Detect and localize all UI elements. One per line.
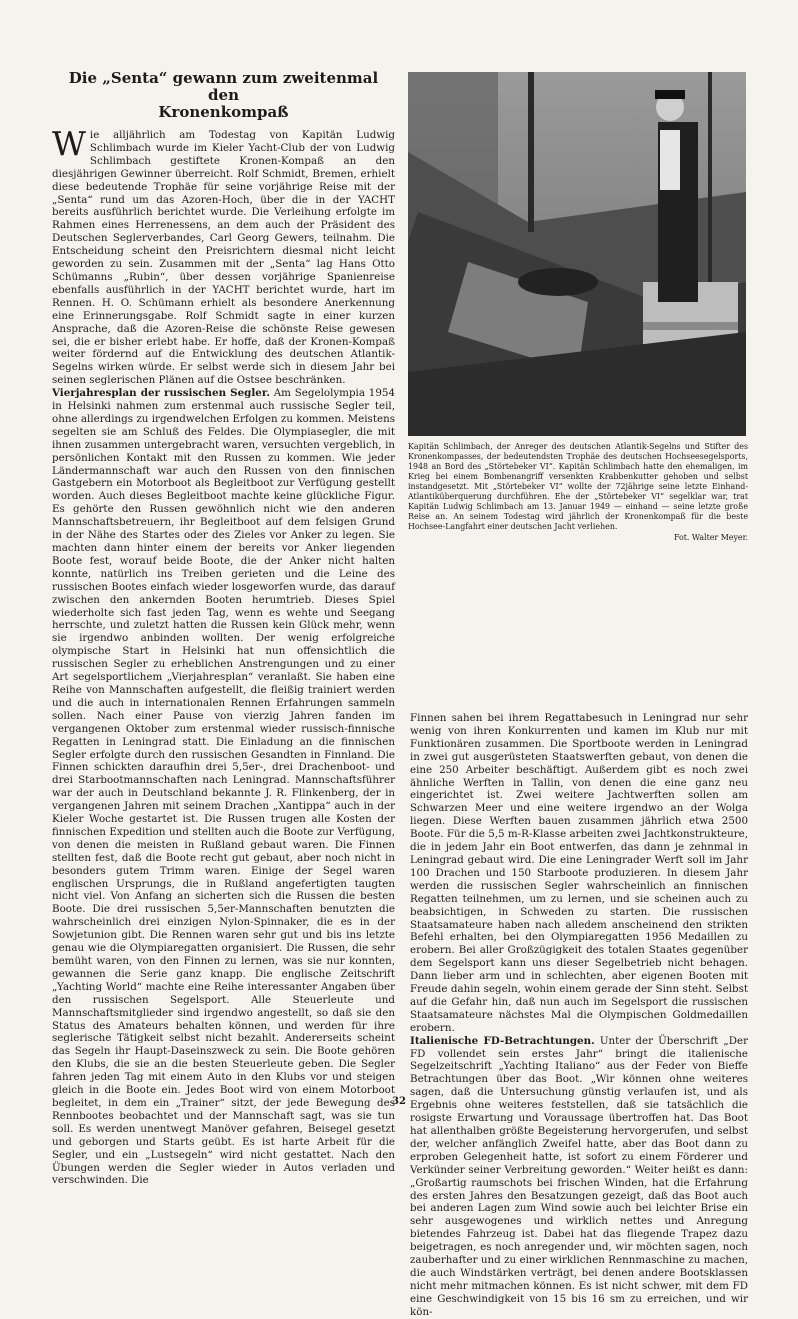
section2-text: Unter der Überschrift „Der FD vollendet sein erstes Jahr“ bringt die italienische Segelzeitschrift „Yachting Italiano“ aus der Feder von Bieffe Betrachtungen über das Boot. „Wir können ohne weiteres sagen, daß die Untersuchung günstig verlaufen ist, und als Ergebnis ohne weiteres feststellen, daß sie tatsächlich die rosigste Erwartung und Voraussage übertroffen hat. Das Boot hat allenthalben größte Begeisterung hervorgerufen, und selbst der, welcher anfänglich Zweifel hatte, aber das Boot dann zu erproben Gelegenheit hatte, ist sofort zu einem Förderer und Verkünder seiner Verbreitung geworden.“ Weiter heißt es dann: „Großartig raumschots bei frischen Winden, hat die Erfahrung des ersten Jahres den Besatzungen gezeigt, daß das Boot auch bei anderen Lagen zum Wind sowie auch bei leichter Brise ein sehr ausgewogenes und wirklich nettes und Anregung bietendes Fahrzeug ist. Dabei hat das fliegende Trapez dazu beigetragen, es noch anregender und, wir möchten sagen, noch zauberhafter und zu einer wirklichen Rennmaschine zu machen, die auch Windstärken verträgt, bei denen andere Bootsklassen nicht mehr mitmachen können. Es ist nicht schwer, mit dem FD eine Geschwindigkeit von 15 bis 16 sm zu erreichen, und wir kön-: [410, 1034, 748, 1318]
section2-heading: Italienische FD-Betrachtungen.: [410, 1034, 595, 1047]
title-line-1: Die „Senta“ gewann zum zweitenmal den: [68, 69, 379, 104]
section2-paragraph: [410, 1035, 748, 1319]
left-column: [52, 70, 395, 1187]
section1-continued: [410, 712, 748, 1035]
caption-text: Kapitän Schlimbach, der Anreger des deutschen Atlantik-Segelns und Stifter des Kronenkompasses, der bedeutendsten Trophäe des deutschen Hochseesegelsports, 1948 an Bord des „Störtebeker VI“. Kapitän Schlimbach hatte den ehemaligen, im Krieg bei einem Bombenangriff versenkten Krabbenkutter gehoben und selbst instandgesetzt. Mit „Störtebeker VI“ wollte der 72jährige seine letzte Einhand-Atlantiküberquerung durchführen. Ehe der „Störtebeker VI“ segelklar war, trat Kapitän Ludwig Schlimbach am 13. Januar 1949 — einhand — seine letzte große Reise an. An seinem Todestag wird jährlich der Kronenkompaß für die beste Hochsee-Langfahrt einer deutschen Jacht verliehen.: [408, 442, 748, 531]
photo-caption: [408, 442, 748, 543]
intro-text: ie alljährlich am Todestag von Kapitän Ludwig Schlimbach wurde im Kieler Yacht-Club der von Ludwig Schlimbach gestiftete Kronen-Kompaß an den diesjährigen Gewinner überreicht. Rolf Schmidt, Bremen, erhielt diese bedeutende Trophäe für seine vorjährige Reise mit der „Senta“ rund um das Azoren-Hoch, über die in der YACHT bereits ausführlich berichtet wurde. Die Verleihung erfolgte im Rahmen eines Herrenessens, an dem auch der Präsident des Deutschen Seglerverbandes, Carl Georg Gewers, teilnahm. Die Entscheidung scheint den Preisrichtern diesmal nicht leicht geworden zu sein. Zusammen mit der „Senta“ lag Hans Otto Schümanns „Rubin“, über dessen vorjährige Spanienreise ebenfalls ausführlich in der YACHT berichtet wurde, hart im Rennen. H. O. Schümann erhielt als besondere Anerkennung eine Erinnerungsgabe. Rolf Schmidt sagte in einer kurzen Ansprache, daß die Azoren-Reise die schönste Reise gewesen sei, die er bisher erlebt habe. Er hoffe, daß der Kronen-Kompaß weiter fördernd auf die Entwicklung des deutschen Atlantik-Segelns wirken würde. Er selbst werde sich in diesem Jahr bei seinen seglerischen Plänen auf die Ostsee beschränken.: [52, 129, 395, 387]
photo-captain-schlimbach: [408, 72, 746, 436]
section1-heading: Vierjahresplan der russischen Segler.: [52, 387, 270, 400]
drop-cap: W: [52, 124, 86, 163]
article-title: [52, 70, 395, 121]
right-column: [410, 712, 748, 1319]
photo-credit: Fot. Walter Meyer.: [673, 533, 748, 542]
section1-text-right: Finnen sahen bei ihrem Regattabesuch in Leningrad nur sehr wenig von ihren Konkurrenten und kamen im Klub nur mit Funktionären zusammen. Die Sportboote werden in Leningrad in zwei gut ausgerüsteten Staatswerften gebaut, von denen die eine 250 Arbeiter beschäftigt. Außerdem gibt es noch zwei ähnliche Werften in Tallin, von denen die eine ganz neu eingerichtet ist. Zwei weitere Jachtwerften sollen am Schwarzen Meer und eine weitere irgendwo an der Wolga liegen. Diese Werften bauen zusammen jährlich etwa 2500 Boote. Für die 5,5 m-R-Klasse arbeiten zwei Jachtkonstrukteure, die in jedem Jahr ein Boot entwerfen, das dann je zehnmal in Leningrad gebaut wird. Die eine Leningrader Werft soll im Jahr 100 Drachen und 150 Starboote produzieren. In diesem Jahr werden die russischen Segler wahrscheinlich an finnischen Regatten teilnehmen, um zu lernen, und sie scheinen auch zu beabsichtigen, in Schweden zu starten. Die russischen Staatsamateure haben nach alledem anscheinend den strikten Befehl erhalten, bei den Olympiaregatten 1956 Medaillen zu erobern. Bei aller Großzügigkeit des totalen Staates gegenüber dem Segelsport kann uns dieser Segelbetrieb nicht behagen. Dann lieber arm und in schlechten, aber eigenen Booten mit Freude dahin segeln, wohin einem gerade der Sinn steht. Selbst auf die Gefahr hin, daß nun auch im Segelsport die russischen Staatsamateure nächstes Mal die Olympischen Goldmedaillen erobern.: [410, 712, 748, 1034]
section1-text-left: Am Segelolympia 1954 in Helsinki nahmen zum erstenmal auch russische Segler teil, ohne allerdings zu irgendwelchen Erfolgen zu kommen. Meistens segelten sie am Schluß des Feldes. Die Olympiasegler, die mit ihnen zusammen untergebracht waren, versuchten vergeblich, in persönlichen Kontakt mit den Russen zu kommen. Wie jeder Ländermannschaft war auch den Russen von den finnischen Gastgebern ein Motorboot als Begleitboot zur Verfügung gestellt worden. Auch dieses Begleitboot machte keine glückliche Figur. Es gehörte den Russen gewöhnlich nicht wie den anderen Mannschaftsbetreuern, ihr Begleitboot auf dem felsigen Grund in der Nähe des Startes oder des Zieles vor Anker zu legen. Sie machten dann hinter einem der bereits vor Anker liegenden Boote fest, worauf beide Boote, die der Anker nicht halten konnte, natürlich ins Treiben gerieten und die Leine des russischen Bootes einfach wieder losgeworfen wurde, das darauf zwischen den ankernden Booten herumtrieb. Dieses Spiel wiederholte sich fast jeden Tag, wenn es wehte und Seegang herrschte, und zuletzt hatten die Russen kein Glück mehr, wenn sie irgendwo anbinden wollten. Der wenig erfolgreiche olympische Start in Helsinki hat nun offensichtlich die russischen Segler zu erheblichen Anstrengungen und zu einer Art segelsportlichem „Vierjahresplan“ veranlaßt. Sie haben eine Reihe von Mannschaften aufgestellt, die fleißig trainiert werden und die auch in internationalen Rennen Erfahrungen sammeln sollen. Nach einer Pause von vierzig Jahren fanden im vergangenen Oktober zum erstenmal wieder russisch-finnische Regatten in Leningrad statt. Die Einladung an die finnischen Segler erfolgte durch den russischen Gesandten in Finnland. Die Finnen schickten daraufhin drei 5,5er-, drei Drachenboot- und drei Starbootmannschaften nach Leningrad. Mannschaftsführer war der auch in Deutschland bekannte J. R. Flinkenberg, der in vergangenen Jahren mit seinem Drachen „Xantippa“ auch in der Kieler Woche gestartet ist. Die Russen trugen alle Kosten der finnischen Expedition und stellten auch die Boote zur Verfügung, von denen die meisten in Rußland gebaut waren. Die Finnen stellten fest, daß die Boote recht gut gebaut, aber noch nicht in besonders gutem Trimm waren. Einige der Segel waren englischen Ursprungs, die in Rußland angefertigten taugten nicht viel. Von Anfang an sicherten sich die Russen die besten Boote. Die drei russischen 5,5er-Mannschaften benutzten die wahrscheinlich drei einzigen Nylon-Spinnaker, die es in der Sowjetunion gibt. Die Rennen waren sehr gut und bis ins letzte genau wie die Olympiaregatten organisiert. Die Russen, die sehr bemüht waren, von den Finnen zu lernen, was sie nur konnten, gewannen die Serie ganz knapp. Die englische Zeitschrift „Yachting World“ machte eine Reihe interessanter Angaben über den russischen Segelsport. Alle Steuerleute und Mannschaftsmitglieder sind irgendwo angestellt, so daß sie den Status des Amateurs behalten können, und werden für ihre seglerische Tätigkeit selbst nicht bezahlt. Andererseits scheint das Segeln ihr Haupt-Daseinszweck zu sein. Die Boote gehören den Klubs, die sie an die besten Steuerleute geben. Die Segler fahren jeden Tag mit einem Auto in den Klubs vor und steigen gleich in die Boote ein. Jedes Boot wird von einem Motorboot begleitet, in dem ein „Trainer“ sitzt, der jede Bewegung des Rennbootes beobachtet und der Mannschaft sagt, was sie tun soll. Es werden unentwegt Manöver gefahren, Beisegel gesetzt und geborgen und Starts geübt. Es ist harte Arbeit für die Segler, und ein „Lustsegeln“ wird nicht gestattet. Nach den Übungen werden die Segler wieder in Autos verladen und verschwinden. Die: [52, 387, 395, 1187]
page-number: 32: [392, 1096, 406, 1107]
section1-paragraph: [52, 387, 395, 1187]
photo-illustration: [408, 72, 746, 436]
intro-paragraph: [52, 124, 395, 387]
title-line-2: Kronenkompaß: [158, 103, 289, 121]
